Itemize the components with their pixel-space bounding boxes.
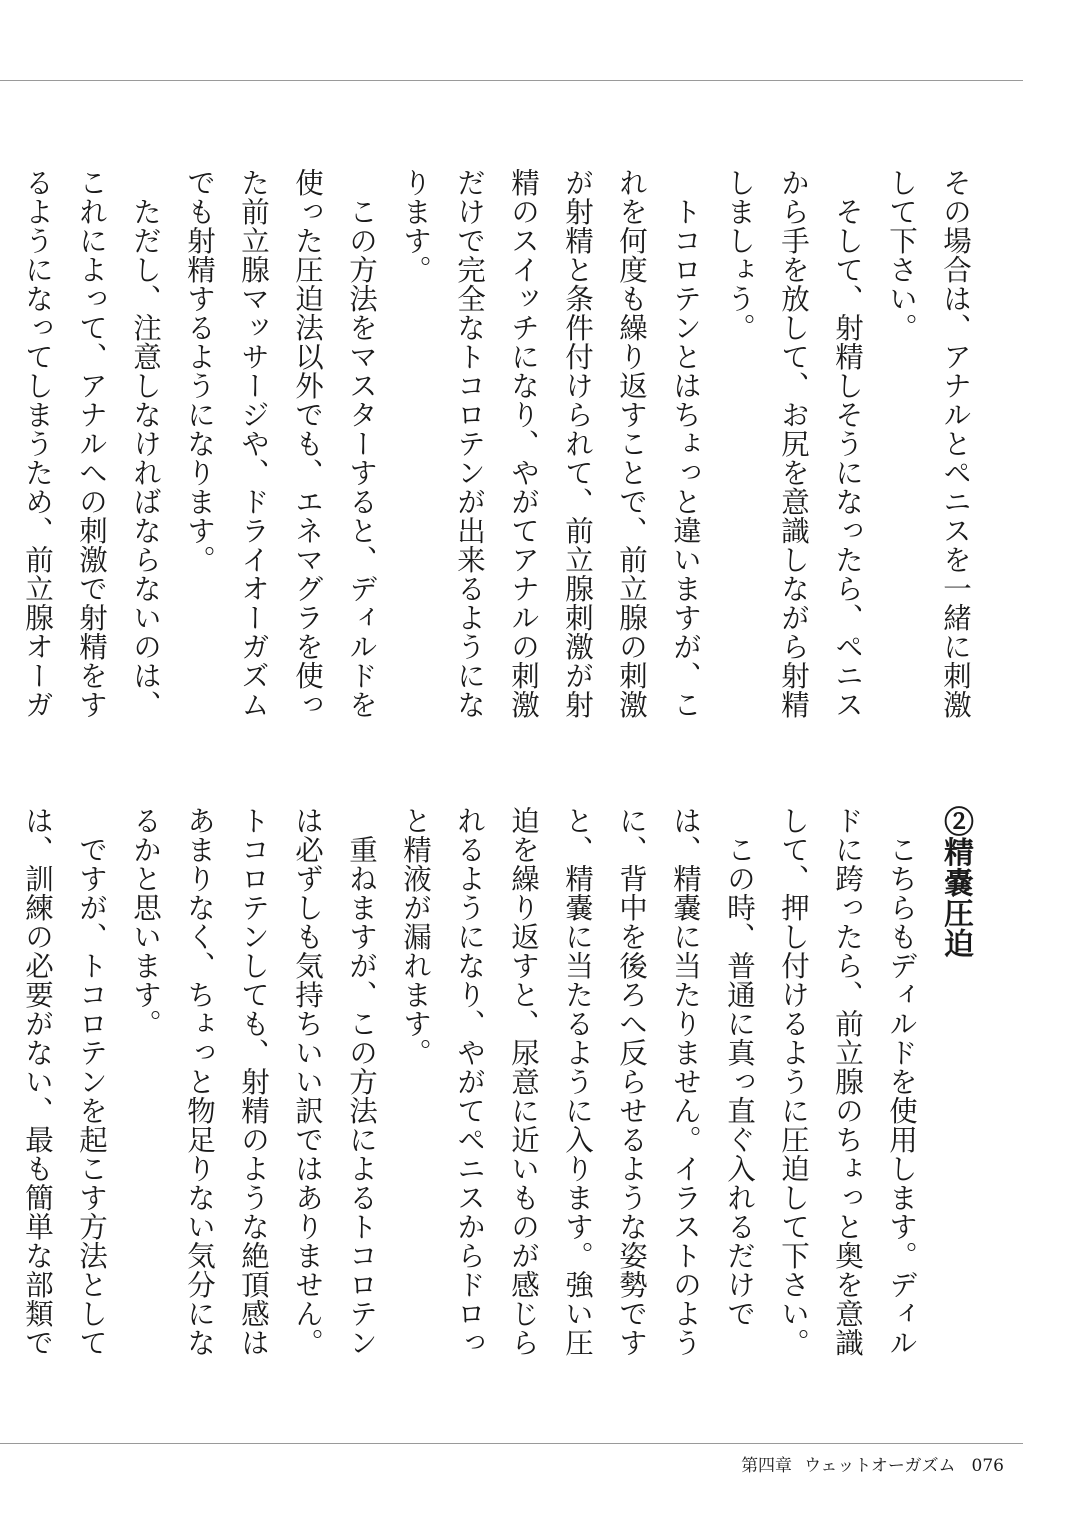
bottom-rule: [0, 1443, 1023, 1444]
paragraph: ですが、トコロテンを起こす方法としては、訓練の必要がない、最も簡単な部類で: [21, 806, 108, 1357]
chapter-title: ウェットオーガズム: [804, 1456, 956, 1476]
section-heading: ②精嚢圧迫: [938, 806, 973, 959]
paragraph: ただし、注意しなければならないのは、これによって、アナルへの刺激で射精をするようになってしまうため、前立腺オーガ: [21, 168, 162, 719]
paragraph: 重ねますが、この方法によるトコロテンは必ずしも気持ちいい訳ではありません。トコロテンしても、射精のような絶頂感はあまりなく、ちょっと物足りない気分になるかと思います。: [129, 806, 378, 1357]
paragraph: こちらもディルドを使用します。ディルドに跨ったら、前立腺のちょっと奥を意識して、押し付けるように圧迫して下さい。: [777, 806, 918, 1357]
running-footer: [741, 1451, 1004, 1476]
lower-text-block: [21, 806, 982, 1376]
paragraph: トコロテンとはちょっと違いますが、これを何度も繰り返すことで、前立腺の刺激が射精と条件付けられて、前立腺刺激が射精のスイッチになり、やがてアナルの刺激だけで完全なトコロテンが出来るようになります。: [399, 168, 702, 719]
top-rule: [0, 80, 1023, 81]
paragraph: そして、射精しそうになったら、ペニスから手を放して、お尻を意識しながら射精しましょう。: [723, 168, 864, 719]
chapter-label: 第四章: [741, 1456, 793, 1476]
upper-text-block: [21, 168, 982, 738]
page-number: 076: [971, 1456, 1004, 1476]
paragraph: その場合は、アナルとペニスを一緒に刺激して下さい。: [885, 168, 972, 719]
paragraph: この時、普通に真っ直ぐ入れるだけでは、精嚢に当たりません。イラストのように、背中を後ろへ反らせるような姿勢ですと、精嚢に当たるように入ります。強い圧迫を繰り返すと、尿意に近いものが感じられるようになり、やがてペニスからドロっと精液が漏れます。: [399, 806, 756, 1357]
paragraph: この方法をマスターすると、ディルドを使った圧迫法以外でも、エネマグラを使った前立腺マッサージや、ドライオーガズムでも射精するようになります。: [183, 168, 378, 719]
